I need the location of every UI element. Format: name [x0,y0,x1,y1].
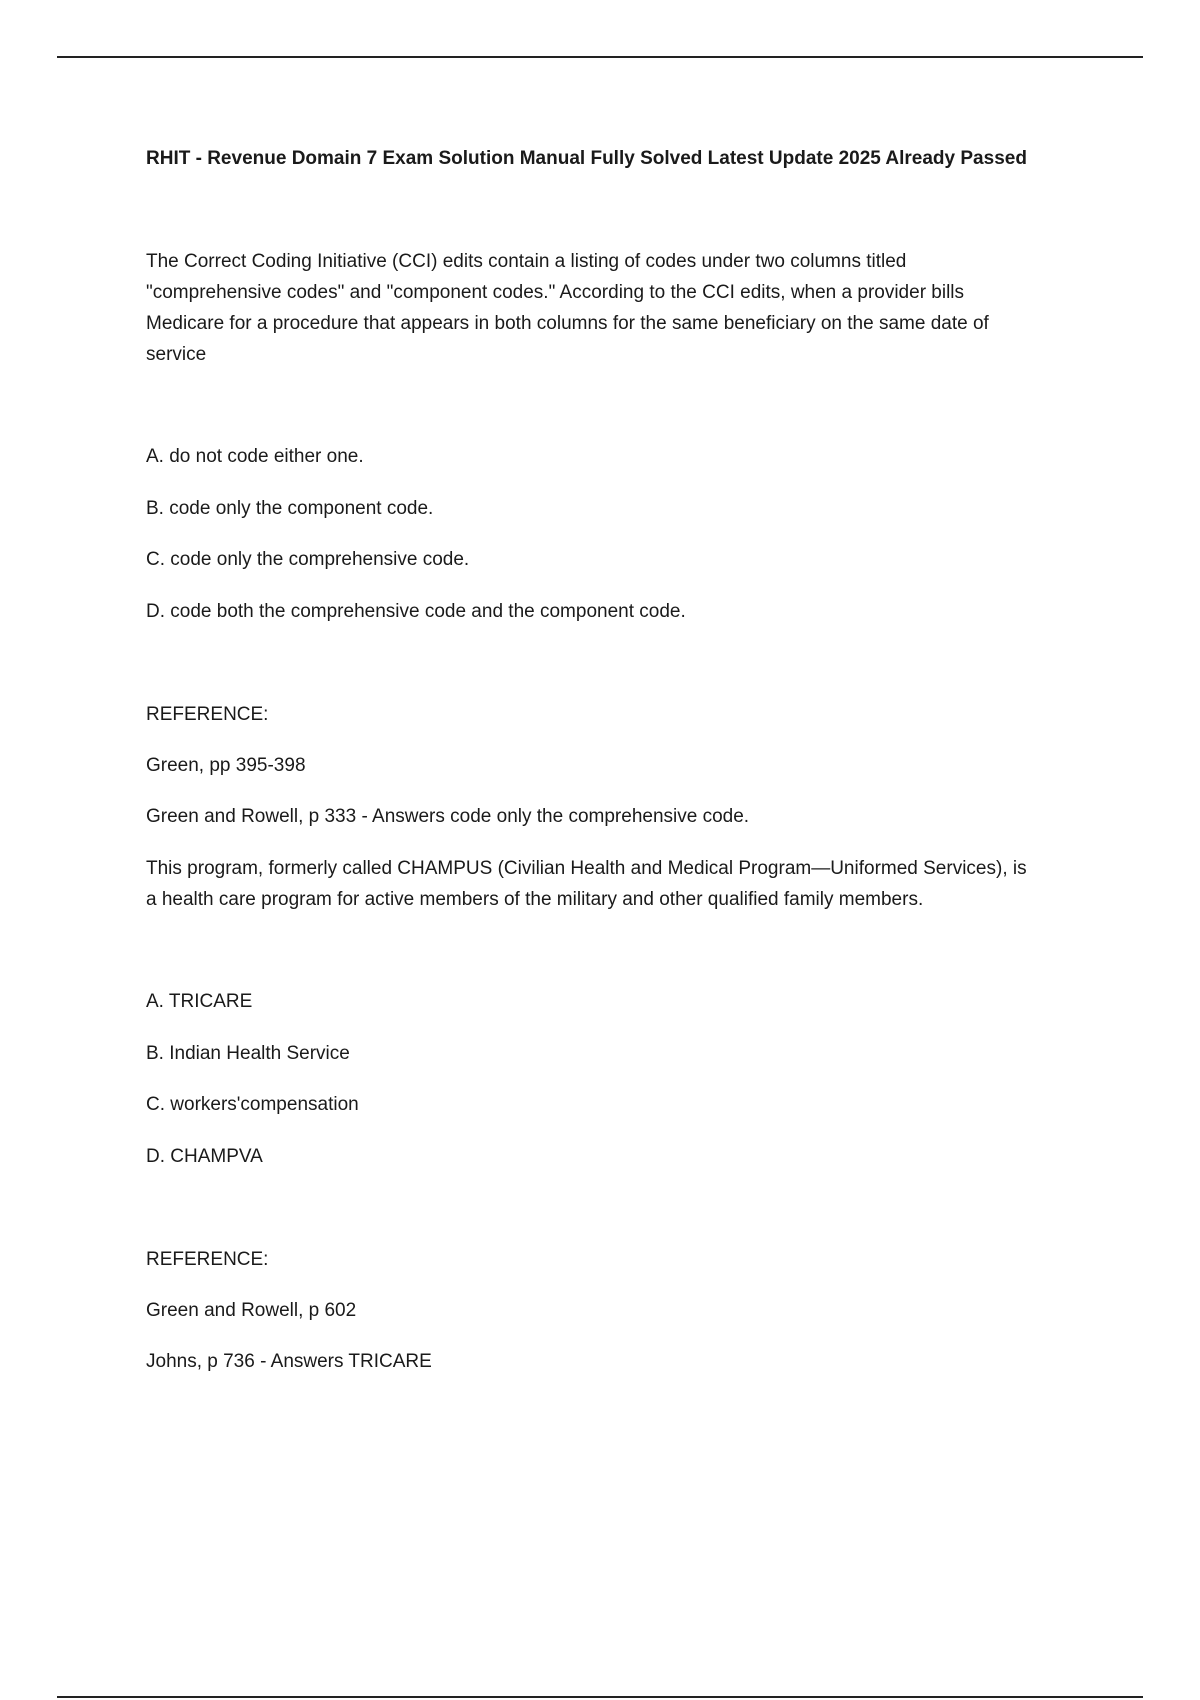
question-2-reference-1: Green and Rowell, p 602 [146,1300,357,1321]
document-title: RHIT - Revenue Domain 7 Exam Solution Manual Fully Solved Latest Update 2025 Already Passed [146,148,1027,169]
question-1-prompt-line-1: The Correct Coding Initiative (CCI) edits contain a listing of codes under two columns titled [146,251,907,272]
question-1-prompt-line-4: service [146,344,207,365]
question-2-option-a: A. TRICARE [146,991,253,1012]
question-1-prompt-line-2: "comprehensive codes" and "component codes." According to the CCI edits, when a provider bills [146,282,965,303]
question-2-prompt-line-2: a health care program for active members of the military and other qualified family members. [146,889,924,910]
top-rule [57,56,1143,58]
question-1-reference-2: Green and Rowell, p 333 - Answers code only the comprehensive code. [146,806,750,827]
question-2-reference-2: Johns, p 736 - Answers TRICARE [146,1351,432,1372]
question-1-option-d: D. code both the comprehensive code and the component code. [146,601,686,622]
bottom-rule [57,1696,1143,1698]
question-1-option-b: B. code only the component code. [146,498,434,519]
question-2-prompt-line-1: This program, formerly called CHAMPUS (Civilian Health and Medical Program—Uniformed Services), is [146,858,1027,879]
question-1-option-c: C. code only the comprehensive code. [146,549,470,570]
question-2-option-c: C. workers'compensation [146,1094,359,1115]
question-1-reference-1: Green, pp 395-398 [146,755,306,776]
question-2-option-b: B. Indian Health Service [146,1043,350,1064]
question-1-prompt-line-3: Medicare for a procedure that appears in both columns for the same beneficiary on the same date of [146,313,989,334]
question-1-option-a: A. do not code either one. [146,446,364,467]
question-1-reference-label: REFERENCE: [146,704,269,725]
question-2-option-d: D. CHAMPVA [146,1146,263,1167]
question-2-reference-label: REFERENCE: [146,1249,269,1270]
